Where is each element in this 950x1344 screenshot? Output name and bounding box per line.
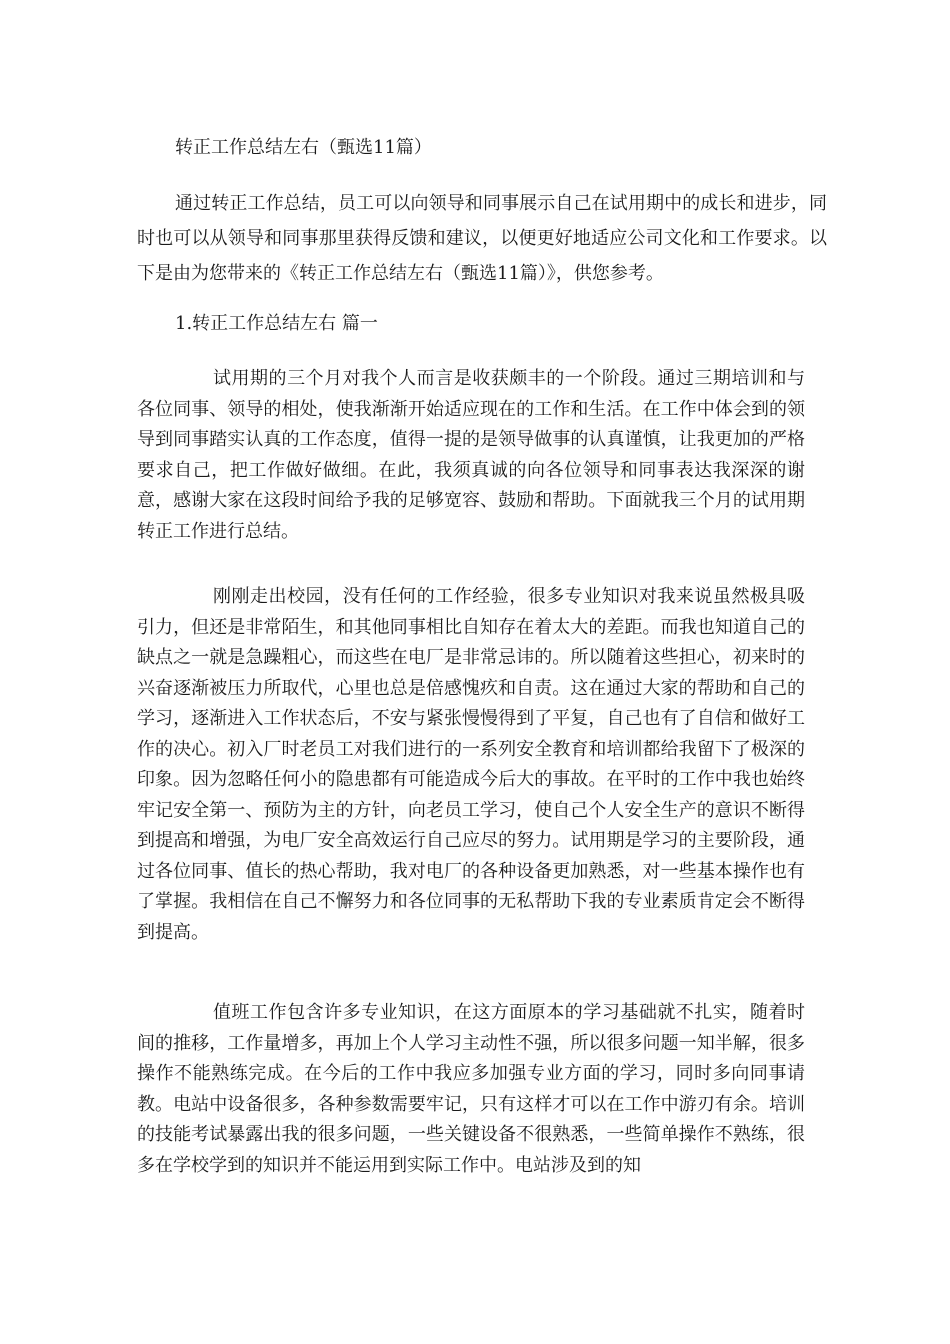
body-paragraph: 值班工作包含许多专业知识，在这方面原本的学习基础就不扎实，随着时间的推移，工作量增多，再加上个人学习主动性不强，所以很多问题一知半解，很多操作不能熟练完成。在今后的工作中我应多加强专业方面的学习，同时多向同事请教。电站中设备很多，各种参数需要牢记，只有这样才可以在工作中游刃有余。培训的技能考试暴露出我的很多问题，一些关键设备不很熟悉，一些简单操作不熟练，很多在学校学到的知识并不能运用到实际工作中。电站涉及到的知 [137,1002,805,1176]
intro-paragraph: 通过转正工作总结，员工可以向领导和同事展示自己在试用期中的成长和进步，同时也可以从领导和同事那里获得反馈和建议，以便更好地适应公司文化和工作要求。以下是由为您带来的《转正工作总结左右（甄选11篇）》，供您参考。 [137,193,827,284]
section-heading-1: 1.转正工作总结左右 篇一 [175,313,378,334]
body-paragraph: 刚刚走出校园，没有任何的工作经验，很多专业知识对我来说虽然极具吸引力，但还是非常陌生，和其他同事相比自知存在着太大的差距。而我也知道自己的缺点之一就是急躁粗心，而这些在电厂是非常忌讳的。所以随着这些担心，初来时的兴奋逐渐被压力所取代，心里也总是倍感愧疚和自责。这在通过大家的帮助和自己的学习，逐渐进入工作状态后，不安与紧张慢慢得到了平复，自己也有了自信和做好工作的决心。初入厂时老员工对我们进行的一系列安全教育和培训都给我留下了极深的印象。因为忽略任何小的隐患都有可能造成今后大的事故。在平时的工作中我也始终牢记安全第一、预防为主的方针，向老员工学习，使自己个人安全生产的意识不断得到提高和增强，为电厂安全高效运行自己应尽的努力。试用期是学习的主要阶段，通过各位同事、值长的热心帮助，我对电厂的各种设备更加熟悉，对一些基本操作也有了掌握。我相信在自己不懈努力和各位同事的无私帮助下我的专业素质肯定会不断得到提高。 [137,586,805,943]
document-title: 转正工作总结左右（甄选11篇） [175,137,432,158]
body-paragraph: 试用期的三个月对我个人而言是收获颇丰的一个阶段。通过三期培训和与各位同事、领导的相处，使我渐渐开始适应现在的工作和生活。在工作中体会到的领导到同事踏实认真的工作态度，值得一提的是领导做事的认真谨慎，让我更加的严格要求自己，把工作做好做细。在此，我须真诚的向各位领导和同事表达我深深的谢意，感谢大家在这段时间给予我的足够宽容、鼓励和帮助。下面就我三个月的试用期转正工作进行总结。 [137,368,805,542]
